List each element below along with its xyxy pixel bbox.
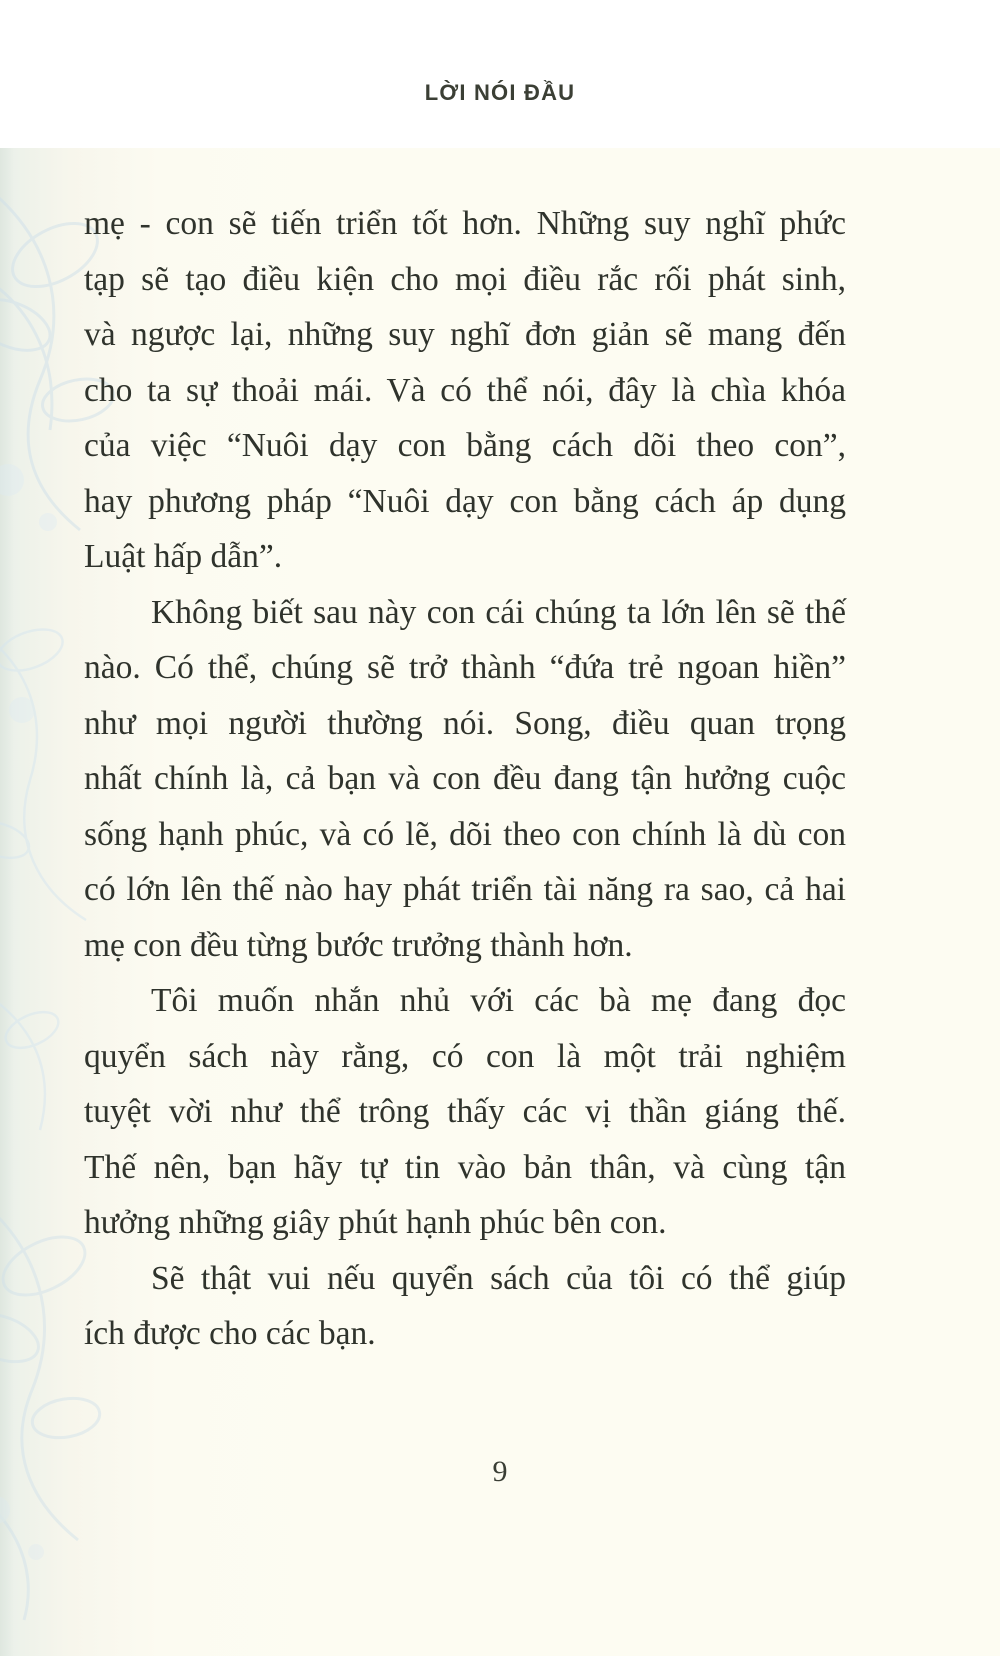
text-line: của việc “Nuôi dạy con bằng cách dõi theo con”, (84, 427, 846, 464)
text-line: hay phương pháp “Nuôi dạy con bằng cách áp dụng (84, 482, 846, 520)
page-top-margin (0, 0, 1000, 148)
text-line: nhất chính là, cả bạn và con đều đang tận hưởng cuộc (84, 760, 846, 797)
page-left-edge-shading (0, 148, 14, 1656)
text-line: tuyệt vời như thể trông thấy các vị thần giáng thế. (84, 1093, 846, 1130)
text-line: Không biết sau này con cái chúng ta lớn lên sẽ thế (151, 593, 846, 631)
text-line: sống hạnh phúc, và có lẽ, dõi theo con chính là dù con (84, 815, 846, 853)
text-line: Tôi muốn nhắn nhủ với các bà mẹ đang đọc (151, 982, 846, 1019)
text-line: Thế nên, bạn hãy tự tin vào bản thân, và cùng tận (84, 1148, 846, 1186)
body-text (84, 196, 846, 1362)
paragraph-1 (84, 196, 846, 585)
text-line: cho ta sự thoải mái. Và có thể nói, đây là chìa khóa (84, 371, 846, 409)
paragraph-3 (84, 973, 846, 1251)
text-line: như mọi người thường nói. Song, điều quan trọng (84, 704, 846, 742)
text-line: Sẽ thật vui nếu quyển sách của tôi có thể giúp (151, 1259, 846, 1297)
page-number: 9 (492, 1455, 508, 1488)
text-line: có lớn lên thế nào hay phát triển tài năng ra sao, cả hai (84, 871, 846, 908)
text-line: tạp sẽ tạo điều kiện cho mọi điều rắc rối phát sinh, (84, 260, 846, 298)
text-line: ích được cho các bạn. (84, 1315, 376, 1352)
running-head: LỜI NÓI ĐẦU (424, 80, 576, 105)
text-line: mẹ - con sẽ tiến triển tốt hơn. Những suy nghĩ phức (84, 205, 846, 242)
text-line: mẹ con đều từng bước trưởng thành hơn. (84, 926, 633, 964)
text-line: nào. Có thể, chúng sẽ trở thành “đứa trẻ ngoan hiền” (84, 649, 846, 686)
text-line: và ngược lại, những suy nghĩ đơn giản sẽ mang đến (84, 316, 846, 353)
text-line: quyển sách này rằng, có con là một trải nghiệm (84, 1037, 846, 1075)
paragraph-2 (84, 585, 846, 974)
text-line: Luật hấp dẫn”. (84, 538, 283, 575)
text-line: hưởng những giây phút hạnh phúc bên con. (84, 1204, 667, 1241)
paragraph-4 (84, 1251, 846, 1362)
